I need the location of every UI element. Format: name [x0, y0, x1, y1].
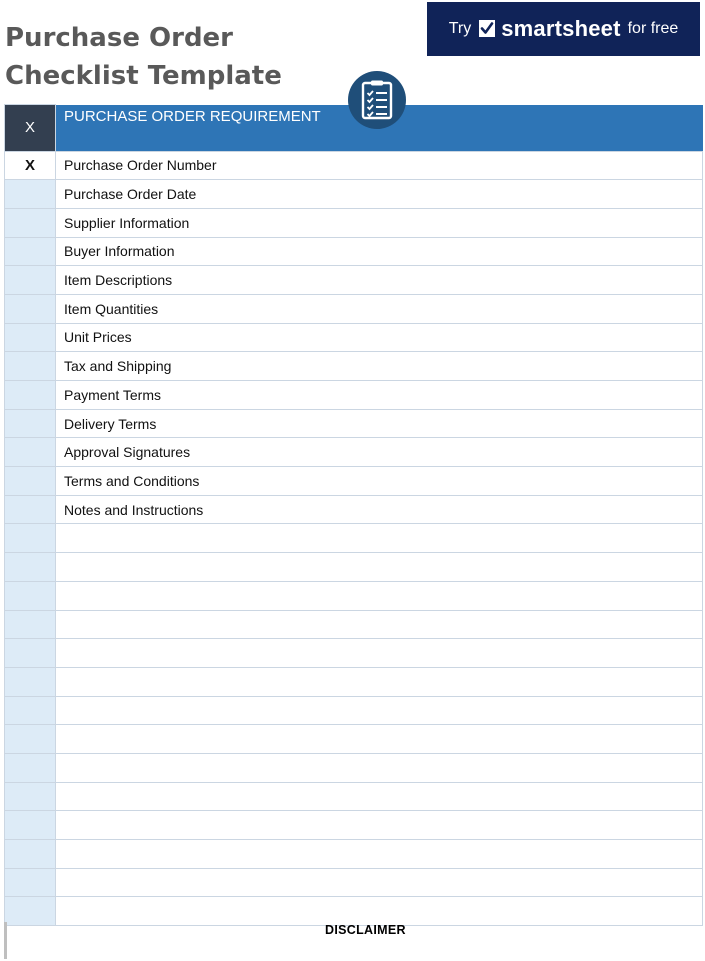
requirement-cell[interactable]: Approval Signatures — [56, 438, 703, 467]
requirement-cell[interactable]: Purchase Order Number — [56, 151, 703, 180]
checklist-row — [5, 381, 703, 410]
requirement-cell[interactable]: Purchase Order Date — [56, 180, 703, 209]
checkbox-cell[interactable] — [5, 180, 56, 209]
checklist-row — [5, 782, 703, 811]
checklist-table — [4, 104, 703, 926]
header-mark-cell: X — [5, 105, 56, 152]
checklist-row — [5, 495, 703, 524]
requirement-cell[interactable] — [56, 581, 703, 610]
header-requirement-label: PURCHASE ORDER REQUIREMENT — [56, 105, 703, 152]
checkbox-cell[interactable] — [5, 553, 56, 582]
requirement-cell[interactable] — [56, 696, 703, 725]
checkbox-cell[interactable] — [5, 725, 56, 754]
checkbox-cell[interactable] — [5, 639, 56, 668]
page-title-line-2: Checklist Template — [5, 61, 282, 91]
requirement-cell[interactable] — [56, 753, 703, 782]
try-smartsheet-banner[interactable] — [427, 2, 700, 56]
requirement-cell[interactable]: Unit Prices — [56, 323, 703, 352]
checklist-row — [5, 438, 703, 467]
checkbox-cell[interactable] — [5, 524, 56, 553]
banner-brand-name: smartsheet — [501, 16, 621, 41]
disclaimer-section — [4, 922, 703, 959]
checklist-row — [5, 868, 703, 897]
checklist-row — [5, 237, 703, 266]
checklist-row — [5, 180, 703, 209]
checkbox-cell[interactable] — [5, 581, 56, 610]
requirement-cell[interactable] — [56, 610, 703, 639]
checklist-row — [5, 811, 703, 840]
requirement-cell[interactable] — [56, 524, 703, 553]
checkbox-cell[interactable]: X — [5, 151, 56, 180]
checklist-body — [5, 151, 703, 926]
checklist-row — [5, 208, 703, 237]
requirement-cell[interactable] — [56, 639, 703, 668]
requirement-cell[interactable] — [56, 782, 703, 811]
banner-suffix-text: for free — [627, 20, 679, 37]
page-title-line-1: Purchase Order — [5, 23, 234, 53]
requirement-cell[interactable] — [56, 811, 703, 840]
banner-try-text: Try — [448, 20, 472, 37]
checkbox-cell[interactable] — [5, 495, 56, 524]
checkbox-cell[interactable] — [5, 438, 56, 467]
checkbox-cell[interactable] — [5, 266, 56, 295]
checklist-row — [5, 294, 703, 323]
checklist-row — [5, 409, 703, 438]
checkbox-cell[interactable] — [5, 294, 56, 323]
checkbox-cell[interactable] — [5, 237, 56, 266]
disclaimer-heading: DISCLAIMER — [325, 923, 406, 937]
checklist-row — [5, 725, 703, 754]
checkbox-cell[interactable] — [5, 782, 56, 811]
requirement-cell[interactable]: Tax and Shipping — [56, 352, 703, 381]
checklist-row — [5, 753, 703, 782]
checkbox-cell[interactable] — [5, 409, 56, 438]
checklist-row — [5, 667, 703, 696]
checkbox-cell[interactable] — [5, 696, 56, 725]
checklist-row — [5, 639, 703, 668]
requirement-cell[interactable]: Notes and Instructions — [56, 495, 703, 524]
checkbox-cell[interactable] — [5, 208, 56, 237]
checkbox-cell[interactable] — [5, 381, 56, 410]
requirement-cell[interactable]: Buyer Information — [56, 237, 703, 266]
requirement-cell[interactable]: Payment Terms — [56, 381, 703, 410]
checklist-row — [5, 524, 703, 553]
clipboard-checklist-icon — [348, 71, 406, 129]
requirement-cell[interactable] — [56, 725, 703, 754]
requirement-cell[interactable] — [56, 868, 703, 897]
checklist-row — [5, 553, 703, 582]
requirement-cell[interactable]: Terms and Conditions — [56, 467, 703, 496]
checkbox-cell[interactable] — [5, 323, 56, 352]
checklist-row — [5, 610, 703, 639]
checklist-row — [5, 696, 703, 725]
checkbox-cell[interactable] — [5, 811, 56, 840]
requirement-cell[interactable]: Supplier Information — [56, 208, 703, 237]
requirement-cell[interactable]: Delivery Terms — [56, 409, 703, 438]
requirement-cell[interactable] — [56, 667, 703, 696]
checklist-row — [5, 323, 703, 352]
checklist-row — [5, 266, 703, 295]
page-title — [5, 19, 282, 95]
clipboard-checklist-glyph — [360, 80, 394, 120]
checkbox-cell[interactable] — [5, 467, 56, 496]
checklist-row — [5, 151, 703, 180]
checkbox-cell[interactable] — [5, 868, 56, 897]
checkbox-cell[interactable] — [5, 352, 56, 381]
requirement-cell[interactable] — [56, 840, 703, 869]
requirement-cell[interactable]: Item Descriptions — [56, 266, 703, 295]
checklist-row — [5, 352, 703, 381]
checklist-row — [5, 467, 703, 496]
checkbox-cell[interactable] — [5, 840, 56, 869]
checkbox-cell[interactable] — [5, 667, 56, 696]
checkmark-logo-icon — [479, 20, 495, 37]
checkbox-cell[interactable] — [5, 610, 56, 639]
checkbox-cell[interactable] — [5, 753, 56, 782]
checklist-row — [5, 581, 703, 610]
requirement-cell[interactable]: Item Quantities — [56, 294, 703, 323]
checklist-row — [5, 840, 703, 869]
requirement-cell[interactable] — [56, 553, 703, 582]
